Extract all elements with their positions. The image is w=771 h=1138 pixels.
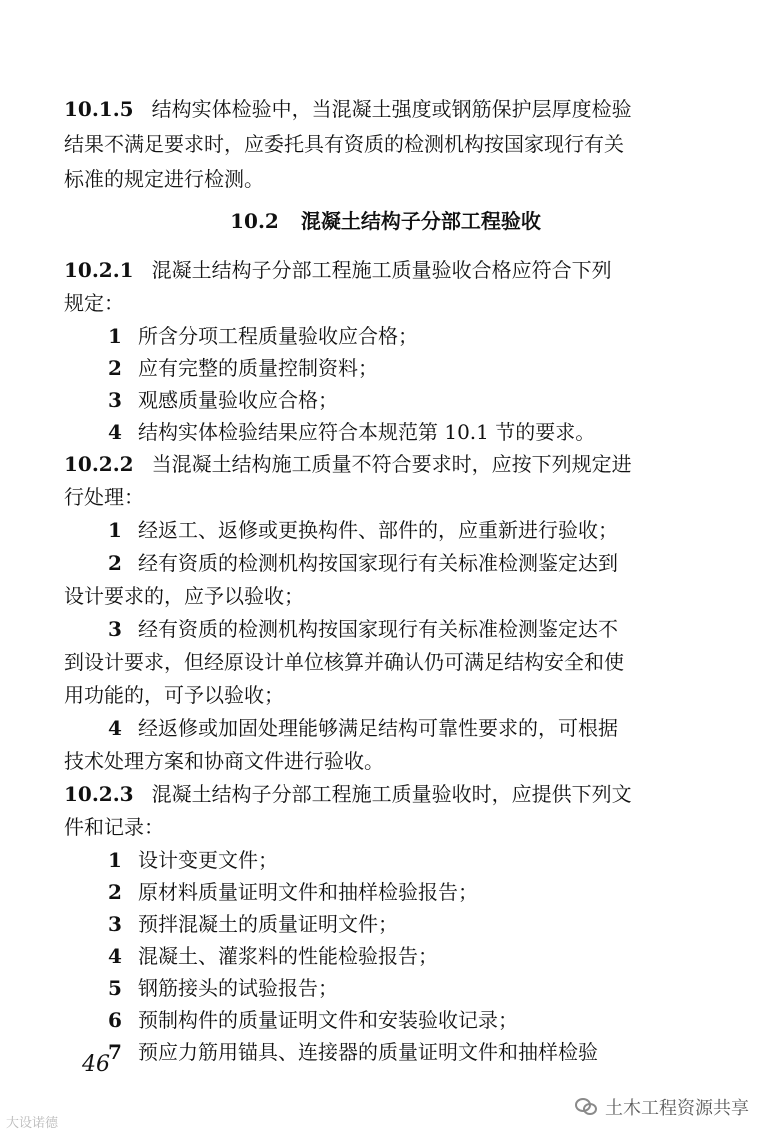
item-number: 3 [108, 617, 122, 641]
clause-number: 10.2.1 [64, 258, 134, 282]
item-number: 4 [108, 944, 122, 968]
item-text: 结构实体检验结果应符合本规范第 10.1 节的要求。 [138, 420, 596, 444]
clause-number: 10.2.2 [64, 452, 134, 476]
list-item [108, 548, 748, 578]
clause-number: 10.2.3 [64, 782, 134, 806]
item-text: 观感质量验收应合格； [138, 388, 338, 412]
list-item [108, 321, 748, 351]
item-text: 经返修或加固处理能够满足结构可靠性要求的，可根据 [138, 716, 618, 740]
item-text: 预制构件的质量证明文件和安装验收记录； [138, 1008, 518, 1032]
wechat-icon [575, 1098, 597, 1116]
clause-10-1-5-line-1 [64, 94, 704, 124]
watermark-right [575, 1094, 749, 1120]
clause-number: 10.1.5 [64, 97, 134, 121]
item-text: 应有完整的质量控制资料； [138, 356, 378, 380]
list-item [108, 909, 748, 939]
clause-10-2-3-line-1 [64, 779, 704, 809]
item-number: 3 [108, 388, 122, 412]
list-item [108, 353, 748, 383]
item-number: 4 [108, 716, 122, 740]
item-number: 7 [108, 1040, 122, 1064]
section-heading [0, 206, 771, 236]
list-item-continuation: 到设计要求，但经原设计单位核算并确认仍可满足结构安全和使 [64, 650, 624, 674]
list-item [108, 1037, 748, 1067]
section-title: 混凝土结构子分部工程验收 [300, 209, 541, 233]
list-item [108, 1005, 748, 1035]
watermark-left: 大设诺德 [6, 1116, 59, 1131]
list-item-continuation: 设计要求的，应予以验收； [64, 584, 304, 608]
clause-text: 当混凝土结构施工质量不符合要求时，应按下列规定进 [151, 452, 632, 476]
clause-10-1-5-line-3: 标准的规定进行检测。 [64, 167, 264, 191]
list-item [108, 845, 748, 875]
clause-10-2-2-line-2: 行处理： [64, 485, 144, 509]
item-text: 设计变更文件； [138, 848, 278, 872]
item-text: 所含分项工程质量验收应合格； [138, 324, 418, 348]
item-text: 经有资质的检测机构按国家现行有关标准检测鉴定达不 [138, 617, 618, 641]
item-number: 2 [108, 551, 122, 575]
list-item [108, 941, 748, 971]
watermark-right-text: 土木工程资源共享 [605, 1098, 749, 1119]
clause-10-2-1-line-1 [64, 255, 704, 285]
clause-10-2-2-line-1 [64, 449, 704, 479]
list-item [108, 713, 748, 743]
page-number: 46 [82, 1052, 110, 1077]
list-item-continuation: 用功能的，可予以验收； [64, 683, 284, 707]
list-item [108, 417, 748, 447]
item-number: 3 [108, 912, 122, 936]
item-number: 2 [108, 356, 122, 380]
list-item-continuation: 技术处理方案和协商文件进行验收。 [64, 749, 384, 773]
clause-text: 混凝土结构子分部工程施工质量验收时，应提供下列文 [151, 782, 632, 806]
item-text: 经返工、返修或更换构件、部件的，应重新进行验收； [138, 518, 618, 542]
item-number: 1 [108, 848, 122, 872]
list-item [108, 614, 748, 644]
item-number: 4 [108, 420, 122, 444]
clause-text: 混凝土结构子分部工程施工质量验收合格应符合下列 [151, 258, 612, 282]
clause-text: 结构实体检验中，当混凝土强度或钢筋保护层厚度检验 [151, 97, 632, 121]
list-item [108, 877, 748, 907]
item-number: 6 [108, 1008, 122, 1032]
section-number: 10.2 [230, 209, 279, 233]
item-number: 1 [108, 518, 122, 542]
item-text: 预拌混凝土的质量证明文件； [138, 912, 398, 936]
item-text: 经有资质的检测机构按国家现行有关标准检测鉴定达到 [138, 551, 618, 575]
clause-10-2-3-line-2: 件和记录： [64, 815, 164, 839]
item-number: 1 [108, 324, 122, 348]
list-item [108, 973, 748, 1003]
clause-10-2-1-line-2: 规定： [64, 291, 124, 315]
item-number: 5 [108, 976, 122, 1000]
item-number: 2 [108, 880, 122, 904]
item-text: 预应力筋用锚具、连接器的质量证明文件和抽样检验 [138, 1040, 598, 1064]
item-text: 混凝土、灌浆料的性能检验报告； [138, 944, 438, 968]
list-item [108, 385, 748, 415]
list-item [108, 515, 748, 545]
clause-10-1-5-line-2: 结果不满足要求时，应委托具有资质的检测机构按国家现行有关 [64, 132, 624, 156]
item-text: 钢筋接头的试验报告； [138, 976, 338, 1000]
item-text: 原材料质量证明文件和抽样检验报告； [138, 880, 478, 904]
